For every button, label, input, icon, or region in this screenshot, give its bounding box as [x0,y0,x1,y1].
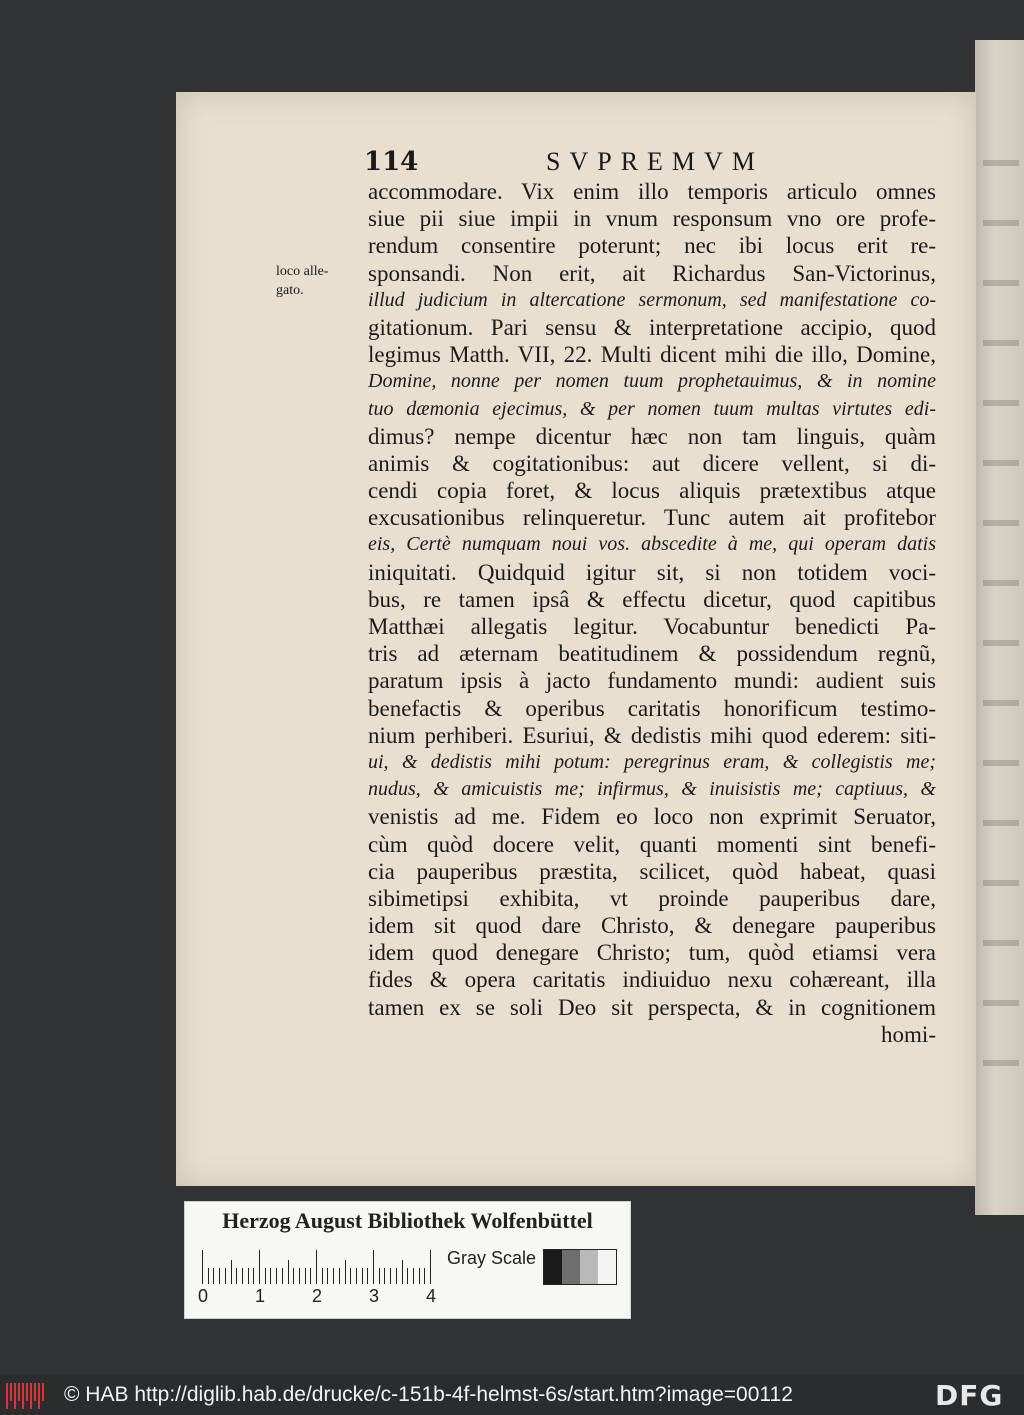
page-number: 114 [364,147,419,177]
running-head-title: SVPREMVM [546,147,764,176]
barcode-bar [42,1383,44,1401]
ruler-tick [213,1268,214,1284]
text-line: nium perhiberi. Esuriui, & dedistis mihi quod ederem: siti- [368,722,936,748]
text-line: fides & opera caritatis indiuiduo nexu cohæreant, illa [368,967,936,993]
gray-swatch [544,1250,562,1284]
ruler-tick [310,1268,311,1284]
ruler-tick [362,1268,363,1284]
text-line: accommodare. Vix enim illo temporis articulo omnes [368,179,936,204]
text-line: sibimetipsi exhibita, vt proinde pauperibus dare, [368,885,936,911]
ruler-tick [288,1260,289,1284]
text-line: paratum ipsis à jacto fundamento mundi: audient suis [368,668,936,694]
ruler-tick [430,1250,431,1284]
text-line: siue pii siue impii in vnum responsum vno ore profe- [368,206,936,232]
color-target [184,1201,631,1319]
text-line: iniquitati. Quidquid igitur sit, si non totidem voci- [368,559,936,585]
text-line: idem quod denegare Christo; tum, quòd etiamsi vera [368,940,936,966]
text-line: eis, Certè numquam noui vos. abscedite à me, qui operam datis [368,533,936,556]
ruler-tick [322,1268,323,1284]
ruler-tick [390,1268,391,1284]
text-line: sponsandi. Non erit, ait Richardus San-Victorinus, [368,260,936,286]
ruler-tick [333,1268,334,1284]
ruler-tick [327,1268,328,1284]
catchword: homi- [881,1021,936,1047]
ruler-tick [367,1268,368,1284]
source-url[interactable]: © HAB http://diglib.hab.de/drucke/c-151b-4f-helmst-6s/start.htm?image=00112 [64,1383,793,1406]
text-line: dimus? nempe dicentur hæc non tam linguis, quàm [368,423,936,449]
ruler-tick [202,1250,203,1284]
text-line: idem sit quod dare Christo, & denegare pauperibus [368,913,936,939]
barcode-bar [14,1383,16,1409]
text-line: cia pauperibus præstita, scilicet, quòd habeat, quasi [368,858,936,884]
ruler-tick [208,1268,209,1284]
ruler-number: 2 [312,1286,323,1306]
text-line: legimus Matth. VII, 22. Multi dicent mihi die illo, Domine, [368,342,936,368]
ruler-tick [424,1268,425,1284]
ruler-tick [402,1260,403,1284]
barcode-bar [18,1383,20,1401]
ruler-tick [379,1268,380,1284]
barcode-bar [26,1383,28,1401]
text-line: cendi copia foret, & locus aliquis prætextibus atque [368,478,936,504]
ruler-number: 4 [426,1286,437,1306]
ruler-tick [305,1268,306,1284]
text-line: nudus, & amicuistis me; infirmus, & inuisistis me; captiuus, & [368,778,936,801]
margin-note-line: gato. [276,283,304,298]
ruler-tick [413,1268,414,1284]
ruler-tick [282,1268,283,1284]
text-line: illud judicium in altercatione sermonum, sed manifestatione co- [368,288,936,311]
text-line: gitationum. Pari sensu & interpretatione accipio, quod [368,314,936,340]
gray-scale-label: Gray Scale [447,1248,537,1268]
ruler-tick [419,1268,420,1284]
barcode-bar [6,1383,8,1409]
gray-swatch [562,1250,580,1284]
barcode-bar [34,1383,36,1401]
barcode-bar [22,1383,24,1409]
ruler-tick [345,1260,346,1284]
ruler-tick [225,1268,226,1284]
ruler-tick [407,1268,408,1284]
ruler-tick [231,1260,232,1284]
text-line: tamen ex se soli Deo sit perspecta, & in cognitionem [368,994,936,1020]
dfg-logo: DFG [935,1379,1004,1412]
text-line: Domine, nonne per nomen tuum prophetauimus, & in nomine [368,370,936,393]
ruler-tick [316,1250,317,1284]
text-line: tris ad æternam beatitudinem & possidendum regnũ, [368,641,936,667]
ruler-tick [253,1268,254,1284]
text-line: Matthæi allegatis legitur. Vocabuntur benedicti Pa- [368,614,936,639]
ruler-tick [350,1268,351,1284]
ruler-number: 3 [369,1286,380,1306]
body-text [368,178,936,1048]
ruler-tick [248,1268,249,1284]
footer-bar [0,1375,1024,1415]
barcode-logo-icon [6,1383,50,1409]
ruler-tick [373,1250,374,1284]
ruler-tick [396,1268,397,1284]
ruler-tick [236,1268,237,1284]
barcode-bar [30,1383,32,1409]
text-line: benefactis & operibus caritatis honorificum testimo- [368,695,936,721]
text-line: excusationibus relinqueretur. Tunc autem ait profitebor [368,505,936,531]
target-title: Herzog August Bibliothek Wolfenbüttel [222,1208,593,1233]
ruler-tick [299,1268,300,1284]
ruler-tick [384,1268,385,1284]
ruler-number: 0 [198,1286,209,1306]
ruler-tick [270,1268,271,1284]
ruler-tick [259,1250,260,1284]
barcode-bar [10,1383,12,1401]
ruler-tick [356,1268,357,1284]
ruler-tick [276,1268,277,1284]
ruler-scale [202,1248,438,1284]
text-line: animis & cogitationibus: aut dicere vellent, si di- [368,450,936,476]
ruler-tick [293,1268,294,1284]
adjacent-page-edge [975,40,1024,1215]
text-line: bus, re tamen ipsâ & effectu dicetur, quod capitibus [368,586,936,612]
ruler-tick [265,1268,266,1284]
gray-scale-swatches [543,1249,617,1285]
text-line: ui, & dedistis mihi potum: peregrinus eram, & collegistis me; [368,750,936,773]
gray-swatch [598,1250,616,1284]
book-page [176,92,976,1186]
ruler-tick [242,1268,243,1284]
text-line: rendum consentire poterunt; nec ibi locus erit re- [368,233,936,259]
gray-swatch [580,1250,598,1284]
margin-note [276,262,356,300]
ruler-tick [339,1268,340,1284]
text-line: tuo dæmonia ejecimus, & per nomen tuum multas virtutes edi- [368,397,936,420]
ruler-tick [219,1268,220,1284]
ruler-number: 1 [255,1286,266,1306]
text-line: cùm quòd docere velit, quanti momenti sint benefi- [368,831,936,857]
margin-note-line: loco alle- [276,264,329,279]
text-line: venistis ad me. Fidem eo loco non exprimit Seruator, [368,804,936,830]
barcode-bar [38,1383,40,1409]
